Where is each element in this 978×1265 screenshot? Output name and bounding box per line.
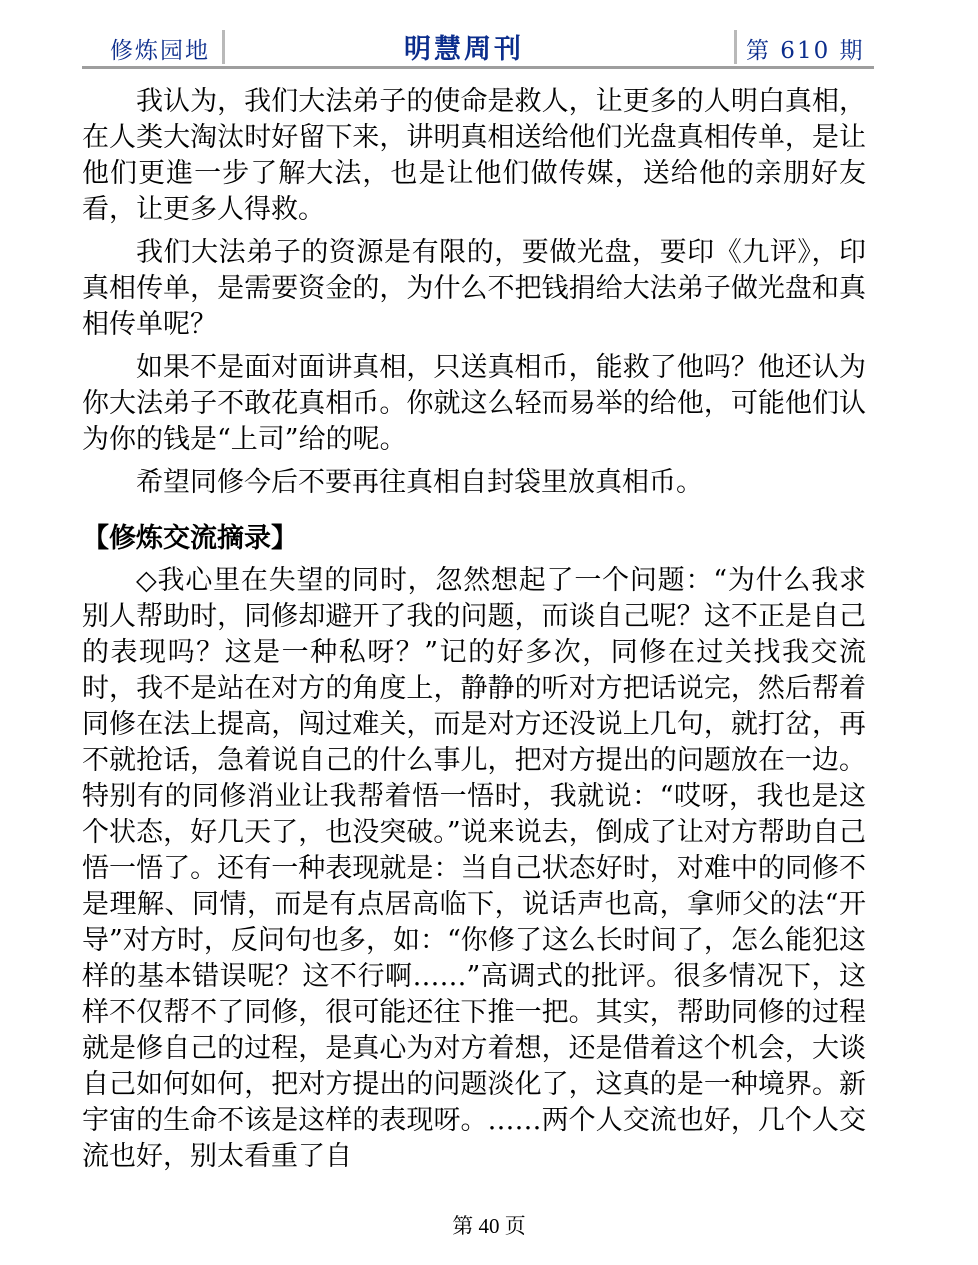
section-name: 修炼园地: [110, 38, 210, 64]
publication-title: 明慧周刊: [404, 34, 524, 65]
section-heading: 【修炼交流摘录】: [82, 523, 298, 554]
paragraph-2: 我们大法弟子的资源是有限的，要做光盘，要印《九评》，印真相传单，是需要资金的，为什么不把钱捐给大法弟子做光盘和真相传单呢？: [82, 237, 866, 340]
header-rule: [82, 66, 874, 69]
article-body: [82, 84, 866, 1182]
section-paragraph: ◇我心里在失望的同时，忽然想起了一个问题：“为什么我求别人帮助时，同修却避开了我的问题，而谈自己呢？这不正是自己的表现吗？这是一种私呀？”记的好多次，同修在过关找我交流时，我不是站在对方的角度上，静静的听对方把话说完，然后帮着同修在法上提高，闯过难关，而是对方还没说上几句，就打岔，再不就抢话，急着说自己的什么事儿，把对方提出的问题放在一边。特别有的同修消业让我帮着悟一悟时，我就说：“哎呀，我也是这个状态，好几天了，也没突破。”说来说去，倒成了让对方帮助自己悟一悟了。还有一种表现就是：当自己状态好时，对难中的同修不是理解、同情，而是有点居高临下，说话声也高，拿师父的法“开导”对方时，反问句也多，如：“你修了这么长时间了，怎么能犯这样的基本错误呢？这不行啊……”高调式的批评。很多情况下，这样不仅帮不了同修，很可能还往下推一把。其实，帮助同修的过程就是修自己的过程，是真心为对方着想，还是借着这个机会，大谈自己如何如何，把对方提出的问题淡化了，这真的是一种境界。新宇宙的生命不该是这样的表现呀。……两个人交流也好，几个人交流也好，别太看重了自: [82, 565, 866, 1172]
header-divider-right: [734, 30, 737, 64]
page-header: [82, 22, 874, 68]
issue-number: 第 610 期: [746, 38, 865, 64]
paragraph-3: 如果不是面对面讲真相，只送真相币，能救了他吗？他还认为你大法弟子不敢花真相币。你就这么轻而易举的给他，可能他们认为你的钱是“上司”给的呢。: [82, 352, 866, 455]
paragraph-4: 希望同修今后不要再往真相自封袋里放真相币。: [136, 467, 703, 498]
header-divider-left: [222, 30, 225, 64]
page-number: 第 40 页: [452, 1214, 526, 1238]
paragraph-1: 我认为，我们大法弟子的使命是救人，让更多的人明白真相，在人类大淘汰时好留下来，讲明真相送给他们光盘真相传单，是让他们更進一步了解大法，也是让他们做传媒，送给他的亲朋好友看，让更多人得救。: [82, 86, 866, 225]
